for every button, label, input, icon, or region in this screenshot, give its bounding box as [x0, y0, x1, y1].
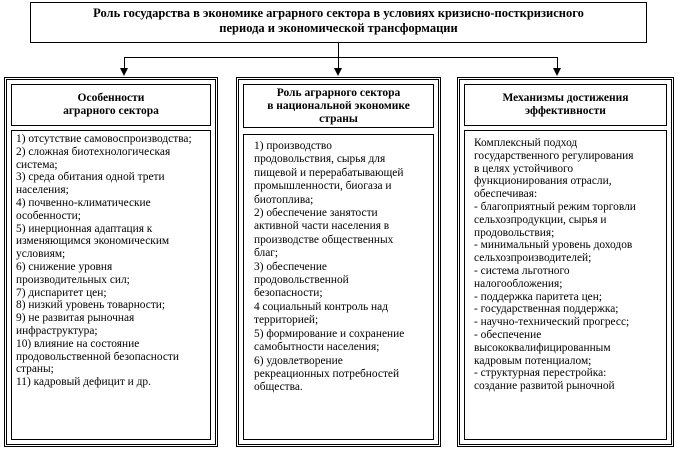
trunk-line [338, 43, 339, 57]
column-body [243, 134, 434, 440]
list-line: условиям; [16, 248, 66, 261]
list-line: 11) кадровый дефицит и др. [16, 376, 151, 389]
list-line: безопасности; [254, 287, 323, 300]
list-line: 3) обеспечение [254, 260, 327, 273]
list-line: - структурная перестройка: [474, 367, 607, 380]
column-header [11, 84, 211, 126]
list-line: система; [16, 158, 58, 171]
list-line: активной части населения в [254, 220, 390, 233]
list-line: продовольствия, сырья для [254, 153, 386, 166]
list-line: общества. [254, 381, 303, 394]
column-body [11, 130, 211, 440]
list-line: пищевой и перерабатывающей [254, 166, 404, 179]
list-line: Комплексный подход [474, 137, 578, 149]
header-line: Механизмы достижения [502, 92, 629, 104]
list-line: в целях устойчивого [474, 162, 574, 175]
list-line: благ; [254, 247, 279, 260]
list-line: 5) инерционная адаптация к [16, 222, 153, 235]
list-line: высококвалифицированным [474, 341, 611, 354]
title-line-1: Роль государства в экономике аграрного сектора в условиях кризисно-посткризисного [93, 6, 584, 20]
header-line: эффективности [525, 105, 606, 117]
list-line: 10) влияние на состояние [16, 337, 140, 350]
list-line: налогообложения; [474, 277, 563, 290]
list-line: 1) производство [254, 140, 332, 152]
list-line: создание развитой рыночной [474, 380, 615, 393]
column-body [464, 130, 667, 440]
branch-left [124, 57, 125, 68]
list-line: рекреационных потребностей [254, 367, 400, 380]
list-line: - обеспечение [474, 328, 542, 341]
horizontal-connector [124, 57, 558, 58]
list-line: продовольственной безопасности [16, 350, 179, 363]
list-line: - система льготного [474, 264, 570, 277]
list-line: кадровым потенциалом; [474, 354, 592, 367]
list-line: сельхозпродукции, сырья и [474, 213, 607, 226]
header-line: страны [319, 112, 358, 125]
list-line: продовольствия; [474, 226, 555, 239]
list-line: - научно-технический прогресс; [474, 316, 630, 329]
list-line: функционирования отрасли, [474, 175, 612, 188]
header-line: аграрного сектора [63, 105, 159, 117]
header-line: в национальной экономике [267, 99, 410, 112]
list-line: населения; [16, 184, 69, 197]
column-sector-features [4, 77, 218, 447]
list-line: - поддержка паритета цен; [474, 290, 602, 303]
list-line: 9) не развитая рыночная [16, 312, 135, 325]
list-line: 8) низкий уровень товарности; [16, 299, 166, 312]
column-header [243, 84, 434, 128]
arrow-center-icon [334, 68, 342, 76]
list-line: самобытности населения; [254, 341, 380, 354]
list-line: 4 социальный контроль над [254, 300, 388, 313]
arrow-right-icon [553, 68, 561, 76]
list-line: страны; [16, 363, 54, 376]
list-line: сельхозпроизводителей; [474, 252, 592, 265]
list-line: биотоплива; [254, 193, 314, 206]
list-line: обеспечивая: [474, 188, 538, 201]
list-line: 6) снижение уровня [16, 260, 113, 273]
list-line: продовольственной [254, 274, 349, 287]
list-line: государственного регулирования [474, 149, 634, 162]
branch-right [557, 57, 558, 68]
list-line: - благоприятный режим торговли [474, 200, 636, 213]
column-efficiency-mechanisms [457, 77, 674, 447]
arrow-left-icon [120, 68, 128, 76]
list-line: 1) отсутствие самовоспроизводства; [16, 133, 192, 145]
list-line: 4) почвенно-климатические [16, 196, 151, 209]
branch-center [338, 57, 339, 68]
header-line: Особенности [77, 92, 145, 104]
list-line: - государственная поддержка; [474, 303, 619, 316]
list-line: 2) обеспечение занятости [254, 207, 378, 220]
list-line: 6) удовлетворение [254, 354, 343, 367]
list-line: 7) диспаритет цен; [16, 286, 107, 299]
list-line: 5) формирование и сохранение [254, 327, 405, 340]
list-line: - минимальный уровень доходов [474, 239, 633, 252]
list-line: инфраструктура; [16, 324, 98, 337]
title-line-2: периода и экономической трансформации [219, 21, 458, 35]
list-line: производительных сил; [16, 273, 130, 286]
list-line: 3) среда обитания одной трети [16, 171, 165, 184]
column-header [464, 84, 667, 126]
list-line: 2) сложная биотехнологическая [16, 145, 171, 158]
list-line: изменяющимся экономическим [16, 235, 170, 248]
column-sector-role [236, 77, 441, 447]
diagram-title [30, 2, 647, 43]
list-line: промышленности, биогаза и [254, 180, 392, 193]
list-line: особенности; [16, 209, 81, 222]
list-line: территорией; [254, 314, 319, 327]
list-line: производстве общественных [254, 233, 394, 246]
header-line: Роль аграрного сектора [276, 86, 401, 99]
